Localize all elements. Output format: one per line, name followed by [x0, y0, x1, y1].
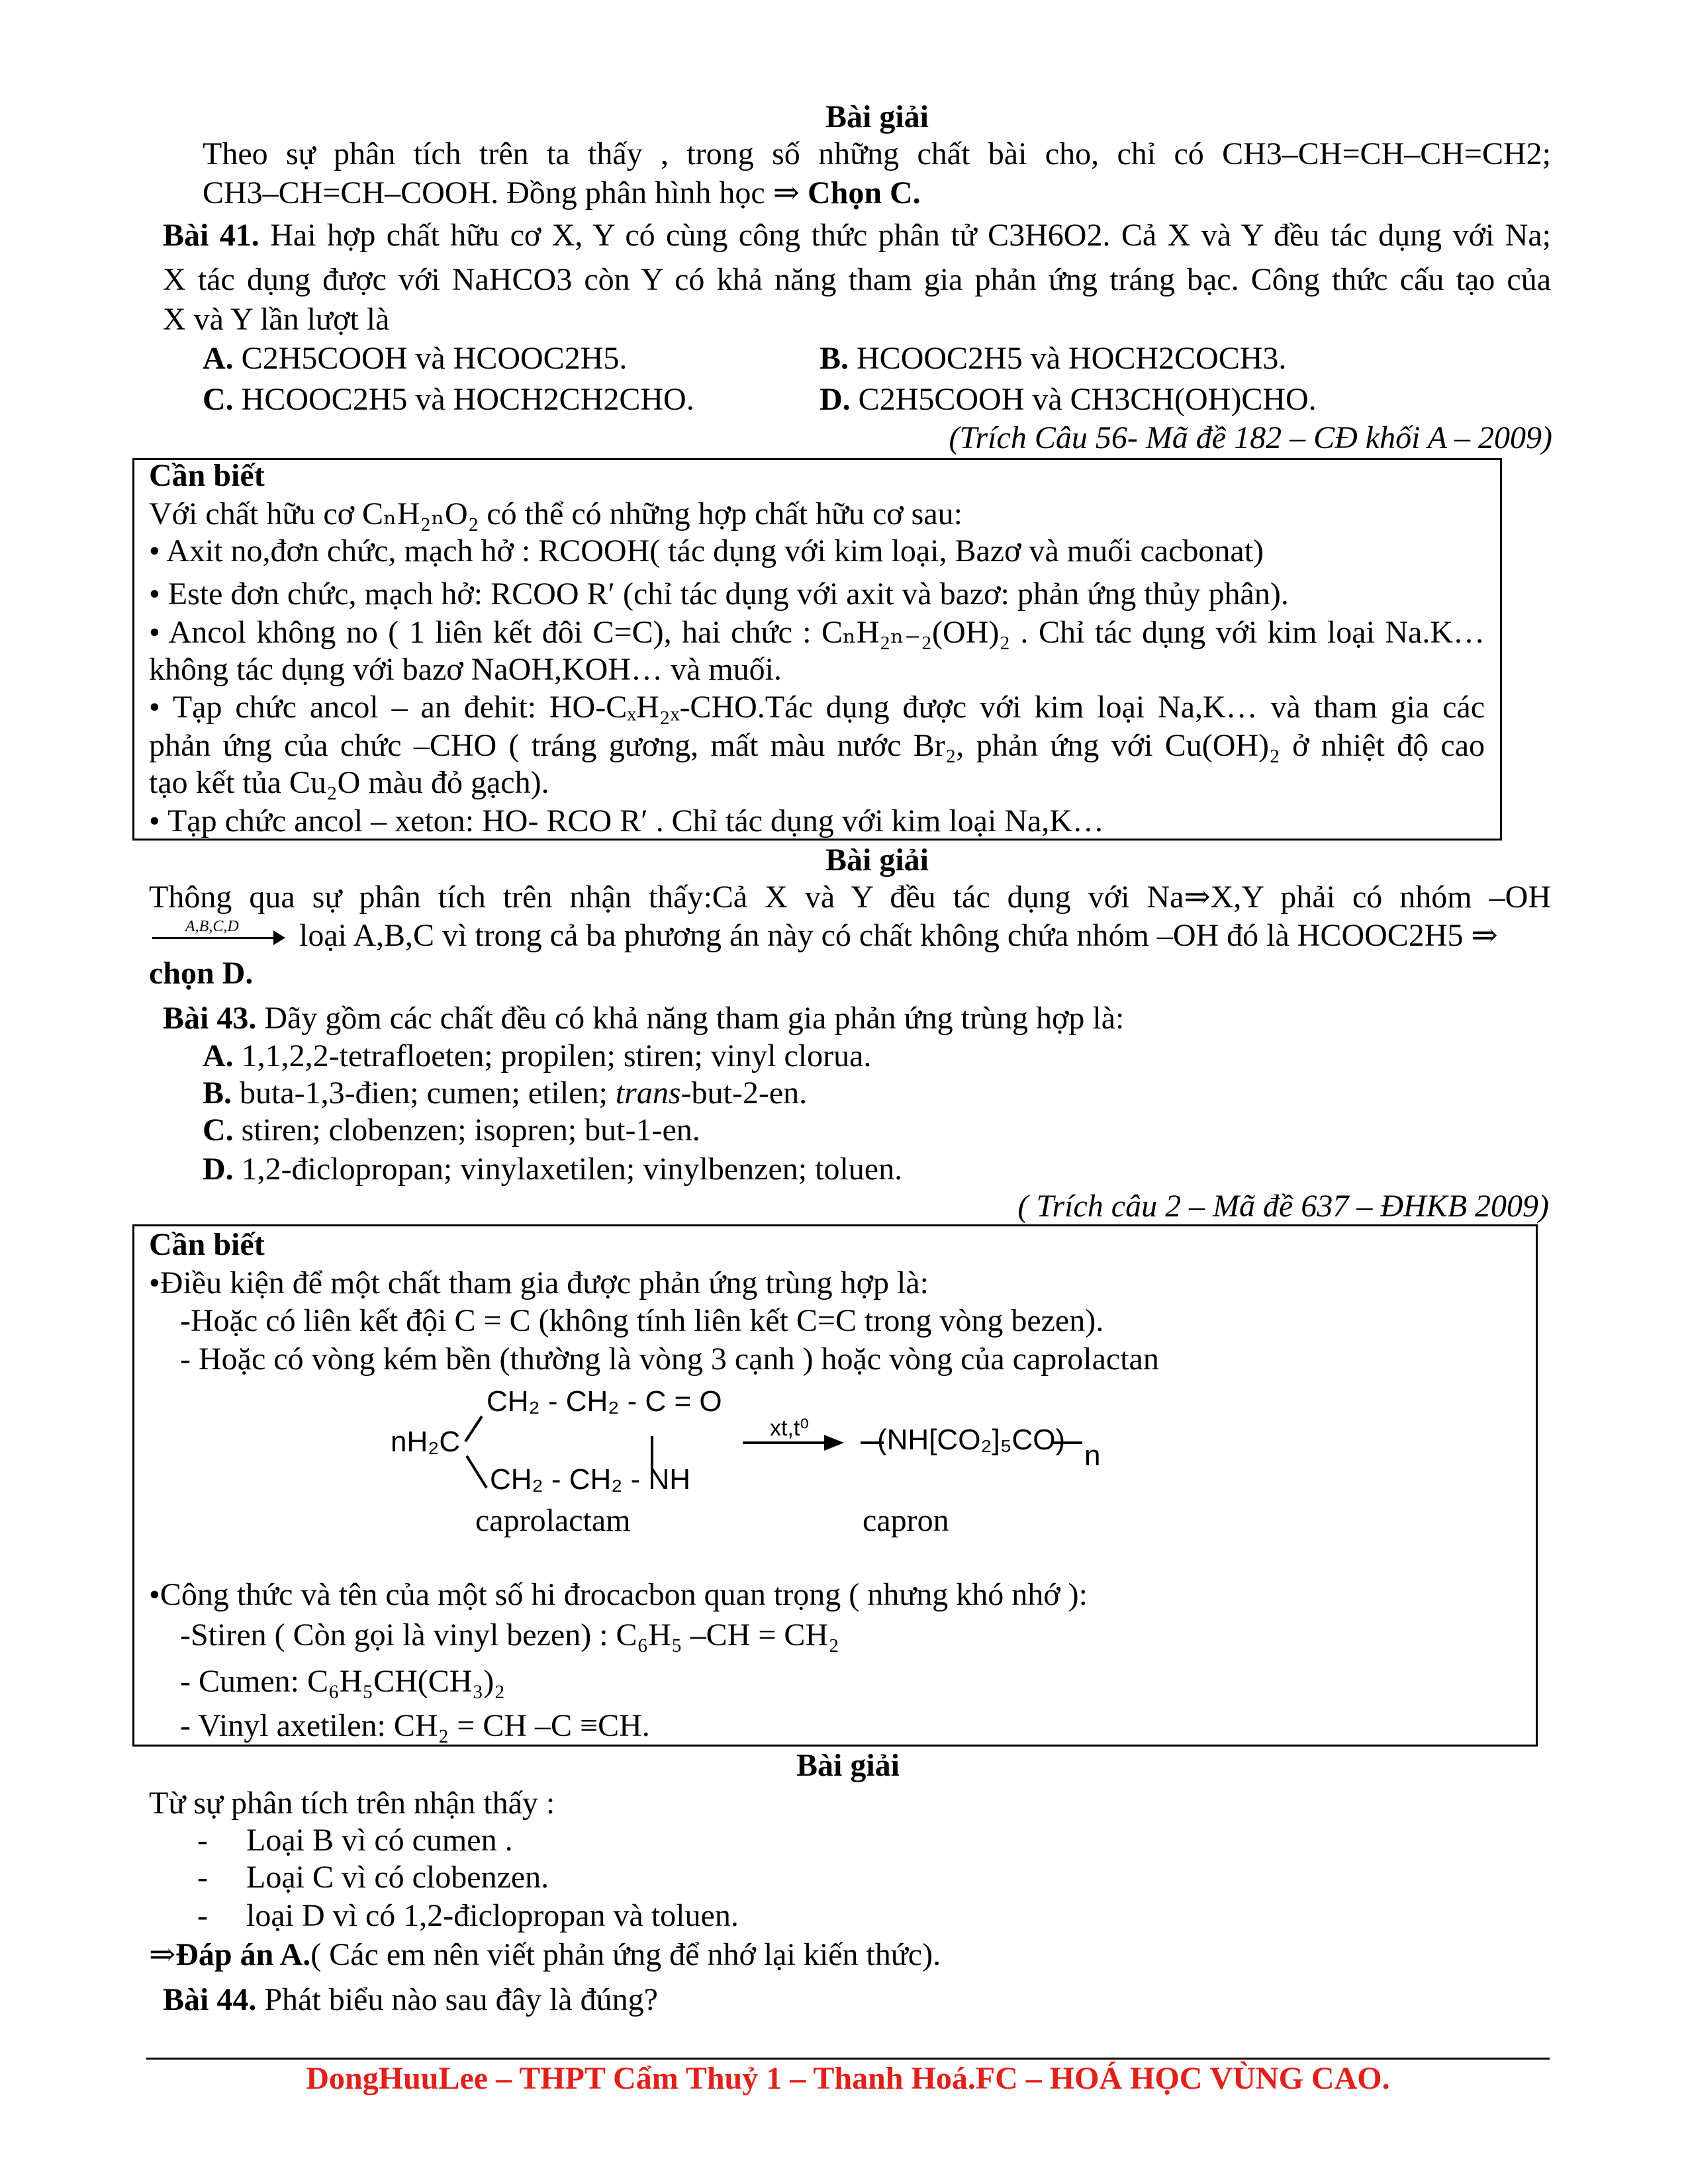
paragraph-line: Thông qua sự phân tích trên nhận thấy:Cả X và Y đều tác dụng với Na⇒X,Y phải có nhóm –OH — [149, 880, 1551, 915]
question-text: Dãy gồm các chất đều có khả năng tham gia phản ứng trùng hợp là: — [264, 1001, 1125, 1036]
footer-text: DongHuuLee – THPT Cẩm Thuỷ 1 – Thanh Hoá.FC – HOÁ HỌC VÙNG CAO. — [306, 2061, 1390, 2096]
option-key: C. — [203, 382, 234, 417]
box-line: • Tạp chức ancol – xeton: HO- RCO R′ . Chỉ tác dụng với kim loại Na,K… — [149, 803, 1104, 839]
option-text: HCOOC2H5 và HOCH2COCH3. — [857, 341, 1287, 376]
box-line: -Stiren ( Còn gọi là vinyl bezen) : C₆H₅ –CH = CH₂ — [180, 1617, 839, 1653]
answer-text: Chọn C. — [807, 175, 921, 210]
question-text: Phát biểu nào sau đây là đúng? — [264, 1982, 658, 2017]
list-text: Loại B vì có cumen . — [246, 1823, 513, 1858]
formula-text: nH₂C — [391, 1426, 461, 1458]
paragraph-line: X và Y lần lượt là — [163, 302, 390, 337]
option-key: B. — [820, 341, 849, 376]
box-line: • Axit no,đơn chức, mạch hở : RCOOH( tác dụng với kim loại, Bazơ và muối cacbonat) — [149, 533, 1264, 569]
option-text: 1,2-điclopropan; vinylaxetilen; vinylbenzen; toluen. — [241, 1152, 903, 1187]
box-title: Cần biết — [149, 1227, 265, 1262]
reaction-condition: xt,t⁰ — [770, 1416, 809, 1441]
option-text: -but-2-en. — [680, 1075, 808, 1111]
option-text: stiren; clobenzen; isopren; but-1-en. — [241, 1113, 700, 1148]
bullet: - — [197, 1860, 208, 1895]
text: CH3–CH=CH–COOH. Đồng phân hình học ⇒ — [203, 175, 800, 210]
paragraph-line: X tác dụng được với NaHCO3 còn Y có khả năng tham gia phản ứng tráng bạc. Công thức cấu tạo của — [163, 262, 1551, 297]
section-title: Bài giải — [825, 842, 929, 878]
box-line: - Hoặc có vòng kém bền (thường là vòng 3 cạnh ) hoặc vòng của caprolactan — [180, 1342, 1159, 1377]
box-line: - Vinyl axetilen: CH₂ = CH –C ≡CH. — [180, 1708, 650, 1743]
question-number: Bài 41. — [163, 218, 259, 253]
paragraph-line: Từ sự phân tích trên nhận thấy : — [149, 1786, 555, 1821]
section-title: Bài giải — [796, 1748, 900, 1783]
option-text: trans — [615, 1075, 681, 1111]
list-item — [197, 1858, 549, 1897]
box-line: • Ancol không no ( 1 liên kết đôi C=C), hai chức : CₙH₂ₙ₋₂(OH)₂ . Chỉ tác dụng với kim loại Na.K… — [149, 615, 1485, 650]
text: ( Các em nên viết phản ứng để nhớ lại kiến thức). — [310, 1937, 941, 1972]
box-line: phản ứng của chức –CHO ( tráng gương, mất màu nước Br₂, phản ứng với Cu(OH)₂ ở nhiệt độ cao — [149, 728, 1485, 763]
list-text: loại D vì có 1,2-điclopropan và toluen. — [246, 1898, 739, 1933]
question-44 — [163, 1980, 658, 2020]
source-citation: (Trích Câu 56- Mã đề 182 – CĐ khối A – 2009) — [949, 420, 1552, 455]
source-citation: ( Trích câu 2 – Mã đề 637 – ĐHKB 2009) — [1017, 1189, 1549, 1224]
option-text: buta-1,3-đien; cumen; etilen; — [240, 1075, 616, 1111]
question-number: Bài 43. — [163, 1001, 257, 1036]
bullet: - — [197, 1823, 208, 1858]
option-text: 1,1,2,2-tetrafloeten; propilen; stiren; vinyl clorua. — [241, 1038, 872, 1073]
option-key: D. — [203, 1152, 234, 1187]
box-line: • Este đơn chức, mạch hở: RCOO R′ (chỉ tác dụng với axit và bazơ: phản ứng thủy phân). — [149, 576, 1289, 612]
text: loại A,B,C vì trong cả ba phương án này có chất không chứa nhóm –OH đó là HCOOC2H5 ⇒ — [299, 918, 1498, 953]
paragraph-line: Theo sự phân tích trên ta thấy , trong số những chất bài cho, chỉ có CH3–CH=CH–CH=CH2; — [203, 136, 1551, 171]
option-key: A. — [203, 341, 234, 376]
formula-text: NH[CO₂]₅CO — [886, 1424, 1056, 1456]
box-line: •Công thức và tên của một số hi đrocacbon quan trọng ( nhưng khó nhớ ): — [149, 1577, 1088, 1612]
box-line: - Cumen: C₆H₅CH(CH₃)₂ — [180, 1664, 505, 1699]
question-text: Hai hợp chất hữu cơ X, Y có cùng công thức phân tử C3H6O2. Cả X và Y đều tác dụng với Na; — [270, 218, 1551, 253]
arrow-label: A,B,C,D — [185, 917, 239, 935]
answer-line: chọn D. — [149, 956, 254, 991]
option-text: C2H5COOH và HCOOC2H5. — [241, 341, 628, 376]
box-line: không tác dụng với bazơ NaOH,KOH… và muối. — [149, 652, 782, 687]
box-line: Với chất hữu cơ CₙH₂ₙO₂ có thể có những hợp chất hữu cơ sau: — [149, 496, 962, 531]
option-key: D. — [820, 382, 851, 417]
option-key: C. — [203, 1113, 234, 1148]
list-item — [197, 1821, 513, 1860]
list-item — [197, 1896, 739, 1936]
box-line: •Điều kiện để một chất tham gia được phản ứng trùng hợp là: — [149, 1265, 929, 1300]
box-line: • Tạp chức ancol – an đehit: HO-CₓH₂ₓ-CHO.Tác dụng được với kim loại Na,K… và tham gia các — [149, 690, 1485, 725]
box-line: -Hoặc có liên kết đội C = C (không tính liên kết C=C trong vòng bezen). — [180, 1303, 1104, 1338]
option-key: B. — [203, 1075, 232, 1111]
option-text: HCOOC2H5 và HOCH2CH2CHO. — [241, 382, 694, 417]
product-formula: (NH[CO₂]₅CO) — [877, 1424, 1066, 1456]
diagram-label: caprolactam — [475, 1503, 631, 1538]
answer-text: Đáp án A. — [175, 1937, 311, 1972]
diagram-label: capron — [863, 1503, 949, 1538]
answer-line — [149, 1935, 941, 1975]
option-text: C2H5COOH và CH3CH(OH)CHO. — [858, 382, 1317, 417]
bullet: - — [197, 1898, 208, 1933]
section-title: Bài giải — [825, 99, 929, 134]
question-number: Bài 44. — [163, 1982, 257, 2017]
box-title: Cần biết — [149, 458, 265, 493]
option-key: A. — [203, 1038, 234, 1073]
box-line: tạo kết tủa Cu₂O màu đỏ gạch). — [149, 765, 549, 800]
list-text: Loại C vì có clobenzen. — [246, 1860, 549, 1895]
formula-text: CH₂ - CH₂ - C = O — [487, 1385, 722, 1418]
implies-icon: ⇒ — [149, 1937, 176, 1972]
formula-text: CH₂ - CH₂ - NH — [490, 1463, 691, 1496]
subscript-n: n — [1084, 1439, 1101, 1472]
